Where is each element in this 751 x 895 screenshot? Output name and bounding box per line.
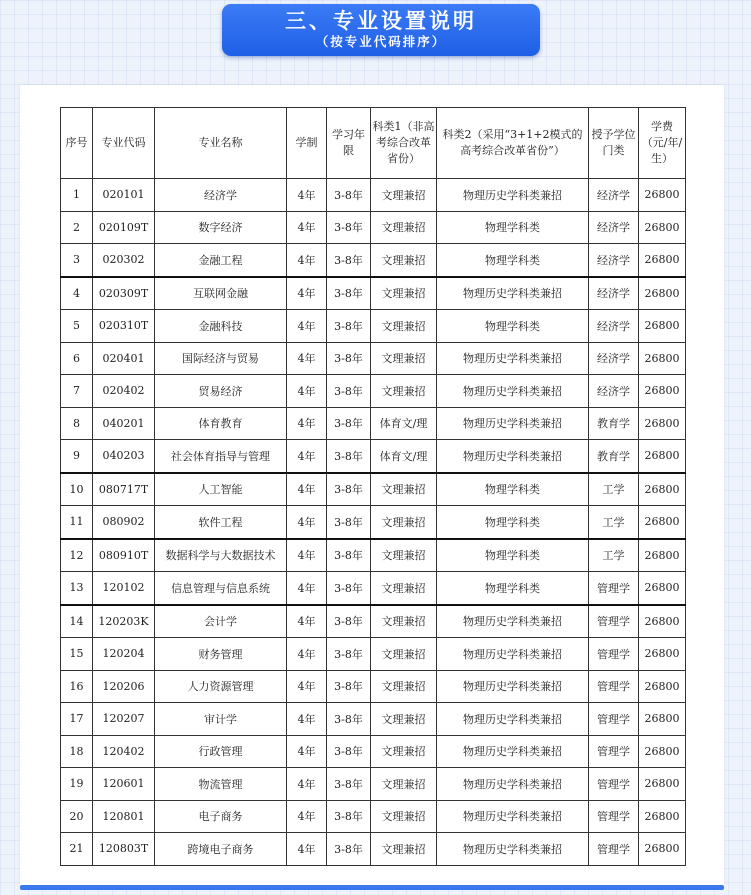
column-header: 学习年限 bbox=[327, 108, 371, 179]
table-cell: 4年 bbox=[287, 768, 327, 801]
table-row bbox=[61, 768, 686, 801]
table-cell: 金融工程 bbox=[155, 244, 287, 277]
table-cell: 4年 bbox=[287, 638, 327, 671]
table-cell: 物理历史学科类兼招 bbox=[437, 638, 589, 671]
table-row bbox=[61, 440, 686, 473]
table-cell: 体育文/理 bbox=[371, 407, 437, 440]
table-cell: 文理兼招 bbox=[371, 244, 437, 277]
table-cell: 行政管理 bbox=[155, 735, 287, 768]
table-cell: 020310T bbox=[93, 310, 155, 343]
table-cell: 3-8年 bbox=[327, 211, 371, 244]
table-cell: 教育学 bbox=[589, 407, 639, 440]
table-cell: 管理学 bbox=[589, 833, 639, 866]
table-cell: 3-8年 bbox=[327, 539, 371, 572]
table-row bbox=[61, 407, 686, 440]
table-cell: 国际经济与贸易 bbox=[155, 342, 287, 375]
table-cell: 管理学 bbox=[589, 735, 639, 768]
table-row bbox=[61, 244, 686, 277]
table-cell: 120206 bbox=[93, 670, 155, 703]
table-row bbox=[61, 342, 686, 375]
table-cell: 26800 bbox=[639, 703, 686, 736]
table-cell: 3-8年 bbox=[327, 244, 371, 277]
table-cell: 文理兼招 bbox=[371, 310, 437, 343]
table-cell: 物理历史学科类兼招 bbox=[437, 375, 589, 408]
table-cell: 文理兼招 bbox=[371, 605, 437, 638]
table-cell: 物流管理 bbox=[155, 768, 287, 801]
table-cell: 1 bbox=[61, 179, 93, 212]
table-cell: 4年 bbox=[287, 539, 327, 572]
table-cell: 经济学 bbox=[589, 310, 639, 343]
column-header: 学制 bbox=[287, 108, 327, 179]
table-cell: 4年 bbox=[287, 670, 327, 703]
table-cell: 3-8年 bbox=[327, 833, 371, 866]
table-cell: 管理学 bbox=[589, 605, 639, 638]
table-cell: 文理兼招 bbox=[371, 277, 437, 310]
table-cell: 4年 bbox=[287, 277, 327, 310]
table-cell: 物理学科类 bbox=[437, 244, 589, 277]
table-cell: 020101 bbox=[93, 179, 155, 212]
table-cell: 管理学 bbox=[589, 703, 639, 736]
table-cell: 26800 bbox=[639, 211, 686, 244]
table-row bbox=[61, 473, 686, 506]
table-cell: 26800 bbox=[639, 539, 686, 572]
table-row bbox=[61, 735, 686, 768]
table-cell: 4年 bbox=[287, 342, 327, 375]
table-cell: 3-8年 bbox=[327, 310, 371, 343]
table-cell: 3-8年 bbox=[327, 638, 371, 671]
table-cell: 文理兼招 bbox=[371, 179, 437, 212]
table-cell: 会计学 bbox=[155, 605, 287, 638]
table-cell: 数据科学与大数据技术 bbox=[155, 539, 287, 572]
table-cell: 020109T bbox=[93, 211, 155, 244]
table-cell: 19 bbox=[61, 768, 93, 801]
table-cell: 26800 bbox=[639, 735, 686, 768]
table-cell: 120204 bbox=[93, 638, 155, 671]
table-cell: 26800 bbox=[639, 440, 686, 473]
table-cell: 3 bbox=[61, 244, 93, 277]
table-cell: 文理兼招 bbox=[371, 638, 437, 671]
table-cell: 8 bbox=[61, 407, 93, 440]
table-cell: 4年 bbox=[287, 310, 327, 343]
table-cell: 4年 bbox=[287, 440, 327, 473]
table-cell: 体育教育 bbox=[155, 407, 287, 440]
table-cell: 3-8年 bbox=[327, 735, 371, 768]
table-row bbox=[61, 833, 686, 866]
table-cell: 26800 bbox=[639, 244, 686, 277]
table-cell: 4年 bbox=[287, 211, 327, 244]
table-cell: 020401 bbox=[93, 342, 155, 375]
table-cell: 3-8年 bbox=[327, 572, 371, 605]
table-cell: 14 bbox=[61, 605, 93, 638]
table-cell: 3-8年 bbox=[327, 768, 371, 801]
table-cell: 文理兼招 bbox=[371, 735, 437, 768]
table-cell: 3-8年 bbox=[327, 703, 371, 736]
table-cell: 3-8年 bbox=[327, 179, 371, 212]
table-row bbox=[61, 800, 686, 833]
table-cell: 文理兼招 bbox=[371, 473, 437, 506]
table-cell: 26800 bbox=[639, 605, 686, 638]
table-cell: 物理历史学科类兼招 bbox=[437, 735, 589, 768]
table-cell: 物理学科类 bbox=[437, 310, 589, 343]
table-card bbox=[20, 85, 724, 885]
table-cell: 金融科技 bbox=[155, 310, 287, 343]
table-cell: 26800 bbox=[639, 800, 686, 833]
table-cell: 管理学 bbox=[589, 800, 639, 833]
table-cell: 经济学 bbox=[589, 342, 639, 375]
table-row bbox=[61, 670, 686, 703]
table-cell: 4 bbox=[61, 277, 93, 310]
table-cell: 互联网金融 bbox=[155, 277, 287, 310]
table-cell: 物理学科类 bbox=[437, 473, 589, 506]
table-cell: 3-8年 bbox=[327, 473, 371, 506]
table-cell: 5 bbox=[61, 310, 93, 343]
table-cell: 020309T bbox=[93, 277, 155, 310]
table-cell: 120203K bbox=[93, 605, 155, 638]
table-cell: 数字经济 bbox=[155, 211, 287, 244]
table-row bbox=[61, 638, 686, 671]
table-cell: 26800 bbox=[639, 670, 686, 703]
table-cell: 3-8年 bbox=[327, 342, 371, 375]
table-row bbox=[61, 572, 686, 605]
table-cell: 26800 bbox=[639, 638, 686, 671]
table-cell: 4年 bbox=[287, 833, 327, 866]
column-header: 授予学位门类 bbox=[589, 108, 639, 179]
table-cell: 4年 bbox=[287, 244, 327, 277]
table-cell: 26800 bbox=[639, 572, 686, 605]
table-header-row bbox=[61, 108, 686, 179]
table-row bbox=[61, 539, 686, 572]
table-cell: 信息管理与信息系统 bbox=[155, 572, 287, 605]
table-cell: 15 bbox=[61, 638, 93, 671]
table-cell: 电子商务 bbox=[155, 800, 287, 833]
table-cell: 7 bbox=[61, 375, 93, 408]
table-row bbox=[61, 605, 686, 638]
table-cell: 工学 bbox=[589, 473, 639, 506]
section-title: 三、专业设置说明 bbox=[285, 9, 477, 33]
table-cell: 管理学 bbox=[589, 670, 639, 703]
table-cell: 物理历史学科类兼招 bbox=[437, 605, 589, 638]
table-cell: 2 bbox=[61, 211, 93, 244]
table-cell: 4年 bbox=[287, 506, 327, 539]
table-cell: 26800 bbox=[639, 768, 686, 801]
table-cell: 经济学 bbox=[589, 375, 639, 408]
table-cell: 3-8年 bbox=[327, 605, 371, 638]
table-cell: 管理学 bbox=[589, 572, 639, 605]
table-cell: 工学 bbox=[589, 506, 639, 539]
table-cell: 26800 bbox=[639, 179, 686, 212]
table-cell: 21 bbox=[61, 833, 93, 866]
table-cell: 6 bbox=[61, 342, 93, 375]
table-cell: 26800 bbox=[639, 506, 686, 539]
table-cell: 26800 bbox=[639, 407, 686, 440]
table-cell: 物理学科类 bbox=[437, 572, 589, 605]
table-cell: 文理兼招 bbox=[371, 800, 437, 833]
table-cell: 文理兼招 bbox=[371, 375, 437, 408]
table-cell: 3-8年 bbox=[327, 800, 371, 833]
table-row bbox=[61, 310, 686, 343]
table-cell: 4年 bbox=[287, 407, 327, 440]
table-cell: 文理兼招 bbox=[371, 670, 437, 703]
table-row bbox=[61, 277, 686, 310]
table-cell: 080902 bbox=[93, 506, 155, 539]
table-cell: 020302 bbox=[93, 244, 155, 277]
table-cell: 120402 bbox=[93, 735, 155, 768]
table-cell: 4年 bbox=[287, 605, 327, 638]
table-cell: 文理兼招 bbox=[371, 703, 437, 736]
table-cell: 物理学科类 bbox=[437, 539, 589, 572]
table-cell: 管理学 bbox=[589, 768, 639, 801]
column-header: 科类2（采用“3+1+2模式的高考综合改革省份”） bbox=[437, 108, 589, 179]
table-cell: 11 bbox=[61, 506, 93, 539]
section-subtitle: （按专业代码排序） bbox=[315, 34, 447, 49]
table-cell: 040201 bbox=[93, 407, 155, 440]
table-cell: 文理兼招 bbox=[371, 506, 437, 539]
table-cell: 3-8年 bbox=[327, 407, 371, 440]
table-cell: 4年 bbox=[287, 179, 327, 212]
table-cell: 体育文/理 bbox=[371, 440, 437, 473]
table-cell: 经济学 bbox=[589, 179, 639, 212]
table-cell: 文理兼招 bbox=[371, 539, 437, 572]
table-cell: 120801 bbox=[93, 800, 155, 833]
column-header: 学费（元/年/生） bbox=[639, 108, 686, 179]
table-cell: 物理学科类 bbox=[437, 211, 589, 244]
table-row bbox=[61, 703, 686, 736]
table-cell: 物理历史学科类兼招 bbox=[437, 800, 589, 833]
table-cell: 26800 bbox=[639, 375, 686, 408]
table-cell: 16 bbox=[61, 670, 93, 703]
table-cell: 经济学 bbox=[589, 244, 639, 277]
table-cell: 4年 bbox=[287, 703, 327, 736]
table-cell: 文理兼招 bbox=[371, 572, 437, 605]
column-header: 序号 bbox=[61, 108, 93, 179]
table-cell: 教育学 bbox=[589, 440, 639, 473]
table-cell: 120803T bbox=[93, 833, 155, 866]
table-cell: 120207 bbox=[93, 703, 155, 736]
table-cell: 3-8年 bbox=[327, 670, 371, 703]
table-cell: 4年 bbox=[287, 572, 327, 605]
table-cell: 物理历史学科类兼招 bbox=[437, 670, 589, 703]
table-cell: 3-8年 bbox=[327, 375, 371, 408]
table-cell: 物理历史学科类兼招 bbox=[437, 833, 589, 866]
table-cell: 26800 bbox=[639, 473, 686, 506]
table-cell: 3-8年 bbox=[327, 440, 371, 473]
table-cell: 3-8年 bbox=[327, 506, 371, 539]
table-cell: 20 bbox=[61, 800, 93, 833]
table-cell: 经济学 bbox=[155, 179, 287, 212]
table-row bbox=[61, 211, 686, 244]
table-cell: 物理历史学科类兼招 bbox=[437, 407, 589, 440]
table-cell: 物理历史学科类兼招 bbox=[437, 440, 589, 473]
table-cell: 4年 bbox=[287, 473, 327, 506]
table-cell: 13 bbox=[61, 572, 93, 605]
table-cell: 物理历史学科类兼招 bbox=[437, 342, 589, 375]
table-cell: 3-8年 bbox=[327, 277, 371, 310]
table-row bbox=[61, 179, 686, 212]
table-cell: 跨境电子商务 bbox=[155, 833, 287, 866]
table-cell: 经济学 bbox=[589, 211, 639, 244]
table-cell: 文理兼招 bbox=[371, 768, 437, 801]
table-cell: 120102 bbox=[93, 572, 155, 605]
table-cell: 文理兼招 bbox=[371, 211, 437, 244]
table-cell: 4年 bbox=[287, 800, 327, 833]
table-row bbox=[61, 375, 686, 408]
table-cell: 贸易经济 bbox=[155, 375, 287, 408]
table-cell: 财务管理 bbox=[155, 638, 287, 671]
table-cell: 4年 bbox=[287, 375, 327, 408]
table-cell: 文理兼招 bbox=[371, 833, 437, 866]
column-header: 科类1（非高考综合改革省份） bbox=[371, 108, 437, 179]
column-header: 专业代码 bbox=[93, 108, 155, 179]
column-header: 专业名称 bbox=[155, 108, 287, 179]
table-cell: 18 bbox=[61, 735, 93, 768]
table-cell: 管理学 bbox=[589, 638, 639, 671]
table-cell: 社会体育指导与管理 bbox=[155, 440, 287, 473]
table-cell: 020402 bbox=[93, 375, 155, 408]
table-cell: 17 bbox=[61, 703, 93, 736]
table-cell: 080910T bbox=[93, 539, 155, 572]
table-cell: 26800 bbox=[639, 310, 686, 343]
table-cell: 10 bbox=[61, 473, 93, 506]
majors-table bbox=[60, 107, 686, 866]
table-cell: 26800 bbox=[639, 342, 686, 375]
section-title-banner bbox=[222, 4, 540, 56]
table-cell: 4年 bbox=[287, 735, 327, 768]
table-cell: 文理兼招 bbox=[371, 342, 437, 375]
table-cell: 080717T bbox=[93, 473, 155, 506]
table-cell: 物理历史学科类兼招 bbox=[437, 768, 589, 801]
table-cell: 120601 bbox=[93, 768, 155, 801]
table-cell: 审计学 bbox=[155, 703, 287, 736]
table-cell: 物理学科类 bbox=[437, 506, 589, 539]
table-cell: 26800 bbox=[639, 833, 686, 866]
table-cell: 物理历史学科类兼招 bbox=[437, 277, 589, 310]
table-cell: 040203 bbox=[93, 440, 155, 473]
table-cell: 工学 bbox=[589, 539, 639, 572]
table-cell: 26800 bbox=[639, 277, 686, 310]
table-cell: 物理历史学科类兼招 bbox=[437, 179, 589, 212]
table-cell: 软件工程 bbox=[155, 506, 287, 539]
table-cell: 9 bbox=[61, 440, 93, 473]
table-cell: 人力资源管理 bbox=[155, 670, 287, 703]
table-body bbox=[61, 179, 686, 866]
table-cell: 物理历史学科类兼招 bbox=[437, 703, 589, 736]
table-cell: 经济学 bbox=[589, 277, 639, 310]
table-cell: 12 bbox=[61, 539, 93, 572]
table-cell: 人工智能 bbox=[155, 473, 287, 506]
bottom-accent-bar bbox=[20, 885, 724, 890]
table-row bbox=[61, 506, 686, 539]
